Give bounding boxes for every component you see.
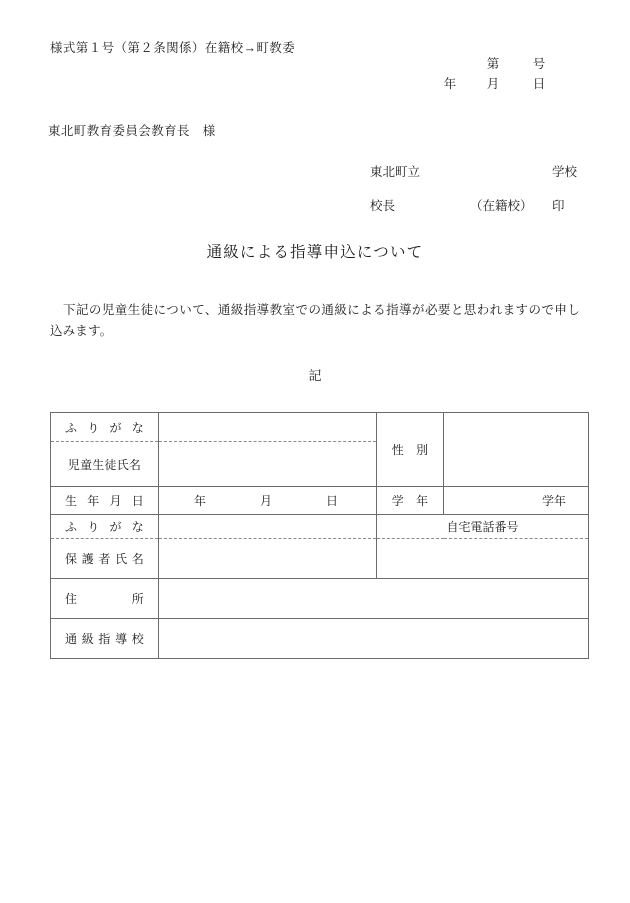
sender-school-prefix: 東北町立	[370, 165, 421, 179]
row-label-furigana-child: ふりがな	[51, 413, 159, 442]
table-row	[51, 579, 589, 619]
row-label-child-name: 児童生徒氏名	[51, 442, 159, 487]
ki-mark: 記	[308, 368, 322, 383]
row-value-resource-room-school[interactable]	[159, 619, 589, 659]
row-value-address[interactable]	[159, 579, 589, 619]
sender-block	[370, 155, 622, 223]
table-row	[51, 539, 589, 579]
document-date-month: 月	[486, 77, 500, 91]
addressee-line: 東北町教育委員会教育長 様	[48, 124, 216, 138]
row-value-grade[interactable]: 学年	[444, 487, 589, 515]
document-number-blank	[430, 54, 470, 74]
sender-principal-line	[370, 189, 622, 223]
document-number-label: 第	[486, 57, 500, 71]
table-row	[51, 515, 589, 539]
row-value-gender[interactable]	[444, 413, 589, 487]
row-label-guardian-name: 保護者氏名	[51, 539, 159, 579]
document-number-block	[430, 54, 562, 94]
row-label-gender: 性 別	[377, 413, 444, 487]
row-label-birthdate: 生年月日	[51, 487, 159, 515]
birthdate-day: 日	[325, 494, 338, 508]
birthdate-month: 月	[259, 494, 272, 508]
sender-principal-title: 校長	[370, 199, 396, 213]
document-date-year: 年	[443, 77, 457, 91]
sender-principal-note: （在籍校）	[470, 199, 533, 213]
row-label-home-phone: 自宅電話番号	[377, 515, 589, 539]
form-code-label: 様式第１号（第２条関係）在籍校→町教委	[50, 41, 296, 55]
document-date-day: 日	[532, 77, 546, 91]
sender-school-blank	[470, 155, 552, 189]
body-paragraph: 下記の児童生徒について、通級指導教室での通級による指導が必要と思われますので申し込みます。	[50, 303, 580, 338]
applicant-info-table	[50, 412, 589, 659]
row-value-child-name[interactable]	[159, 442, 377, 487]
birthdate-inline-group	[167, 492, 368, 509]
row-value-birthdate[interactable]	[159, 487, 377, 515]
document-number-row	[430, 54, 562, 74]
page-title: 通級による指導申込について	[206, 244, 424, 261]
row-value-guardian-name[interactable]	[159, 539, 377, 579]
table-row	[51, 413, 589, 442]
row-label-furigana-guardian: ふりがな	[51, 515, 159, 539]
birthdate-year: 年	[193, 494, 206, 508]
row-value-furigana-child[interactable]	[159, 413, 377, 442]
row-value-furigana-guardian[interactable]	[159, 515, 377, 539]
document-date-row	[430, 74, 562, 94]
table-row	[51, 619, 589, 659]
sender-seal-mark: 印	[552, 199, 565, 213]
row-value-home-phone[interactable]	[377, 539, 589, 579]
row-label-resource-room-school: 通級指導校	[51, 619, 159, 659]
table-row	[51, 487, 589, 515]
document-number-unit: 号	[532, 57, 546, 71]
row-label-address: 住所	[51, 579, 159, 619]
sender-school-suffix: 学校	[552, 165, 578, 179]
row-label-grade: 学 年	[377, 487, 444, 515]
sender-school-line	[370, 155, 622, 189]
